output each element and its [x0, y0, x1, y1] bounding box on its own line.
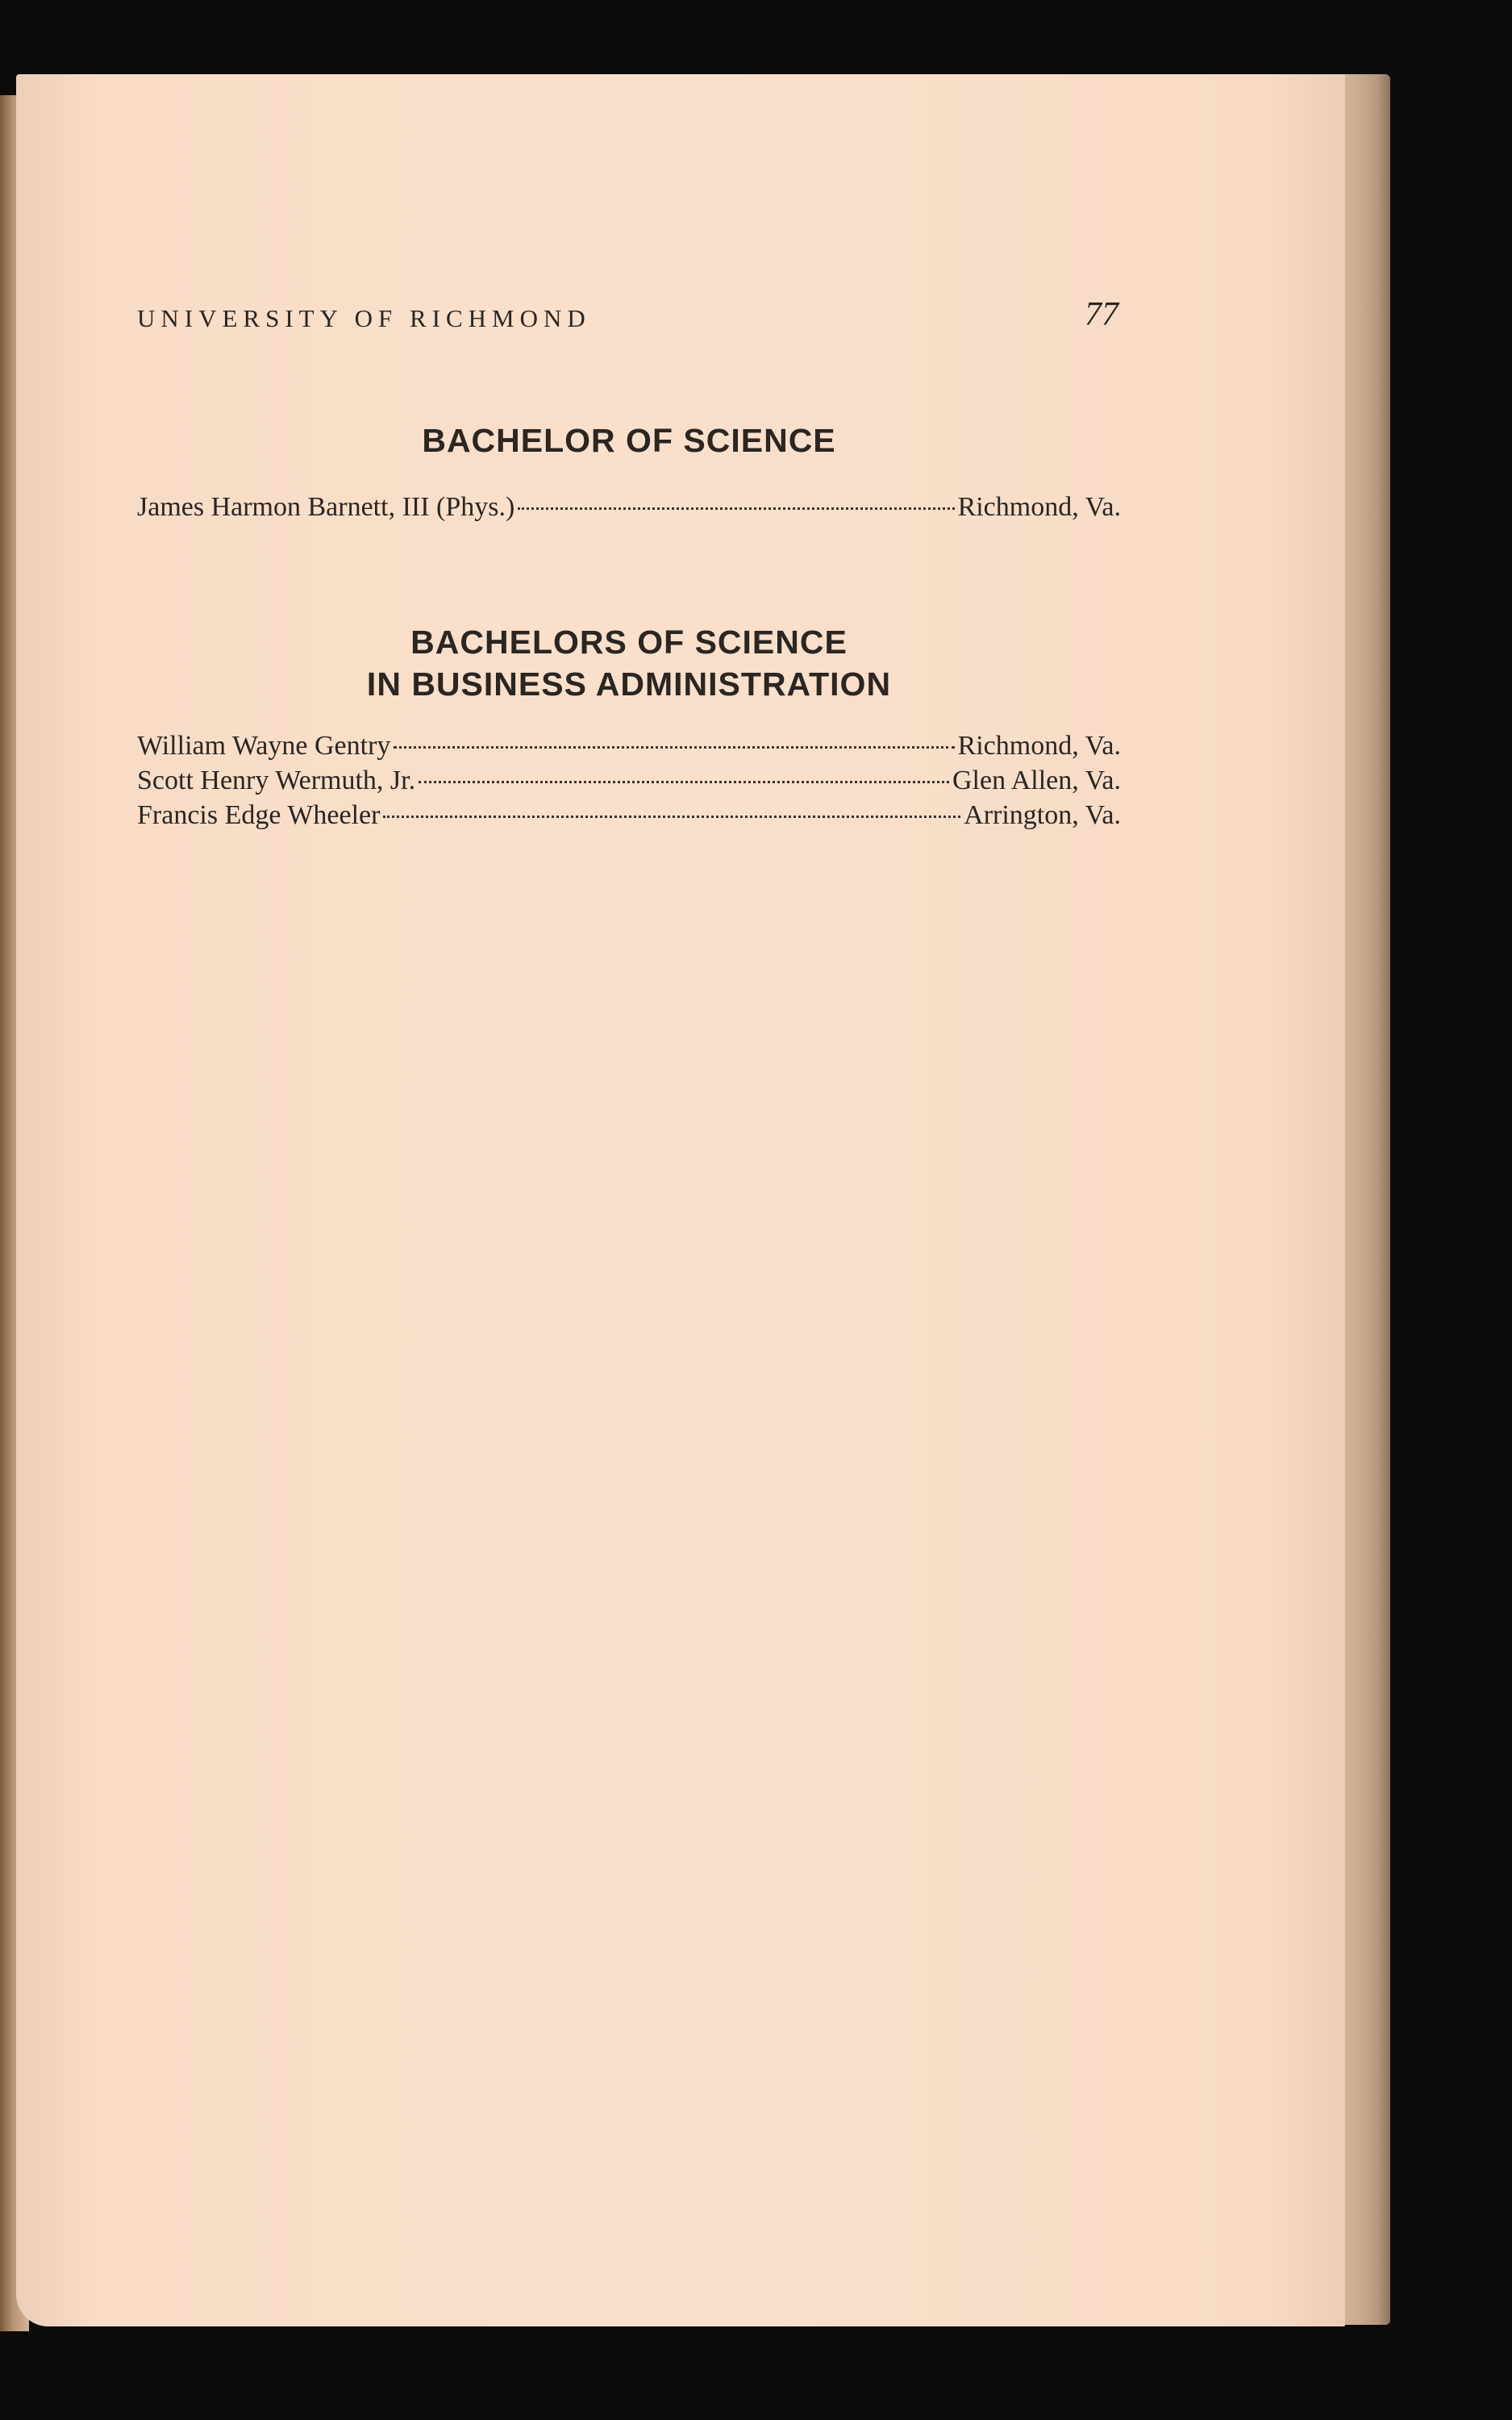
graduate-name: James Harmon Barnett, III (Phys.) — [137, 492, 515, 522]
graduate-name: Scott Henry Wermuth, Jr. — [137, 766, 416, 795]
running-head: UNIVERSITY OF RICHMOND — [137, 304, 591, 332]
dot-leader — [518, 507, 954, 510]
dot-leader — [383, 816, 960, 818]
book-page — [16, 74, 1345, 2326]
dot-leader — [394, 746, 954, 749]
section-heading-bachelor-of-science: BACHELOR OF SCIENCE — [422, 422, 836, 459]
list-item — [137, 800, 1121, 831]
list-item — [137, 731, 1121, 761]
graduate-hometown: Richmond, Va. — [957, 492, 1121, 522]
section-heading-line-1: BACHELORS OF SCIENCE — [410, 624, 848, 661]
list-item — [137, 492, 1121, 523]
list-item — [137, 766, 1121, 796]
section-heading-line-2: IN BUSINESS ADMINISTRATION — [366, 666, 892, 703]
graduate-hometown: Glen Allen, Va. — [952, 766, 1121, 795]
graduate-name: William Wayne Gentry — [137, 731, 391, 761]
graduate-name: Francis Edge Wheeler — [137, 800, 381, 830]
graduate-hometown: Arrington, Va. — [964, 800, 1121, 830]
page-number: 77 — [1085, 296, 1118, 333]
graduate-hometown: Richmond, Va. — [957, 731, 1121, 761]
dot-leader — [419, 781, 949, 783]
